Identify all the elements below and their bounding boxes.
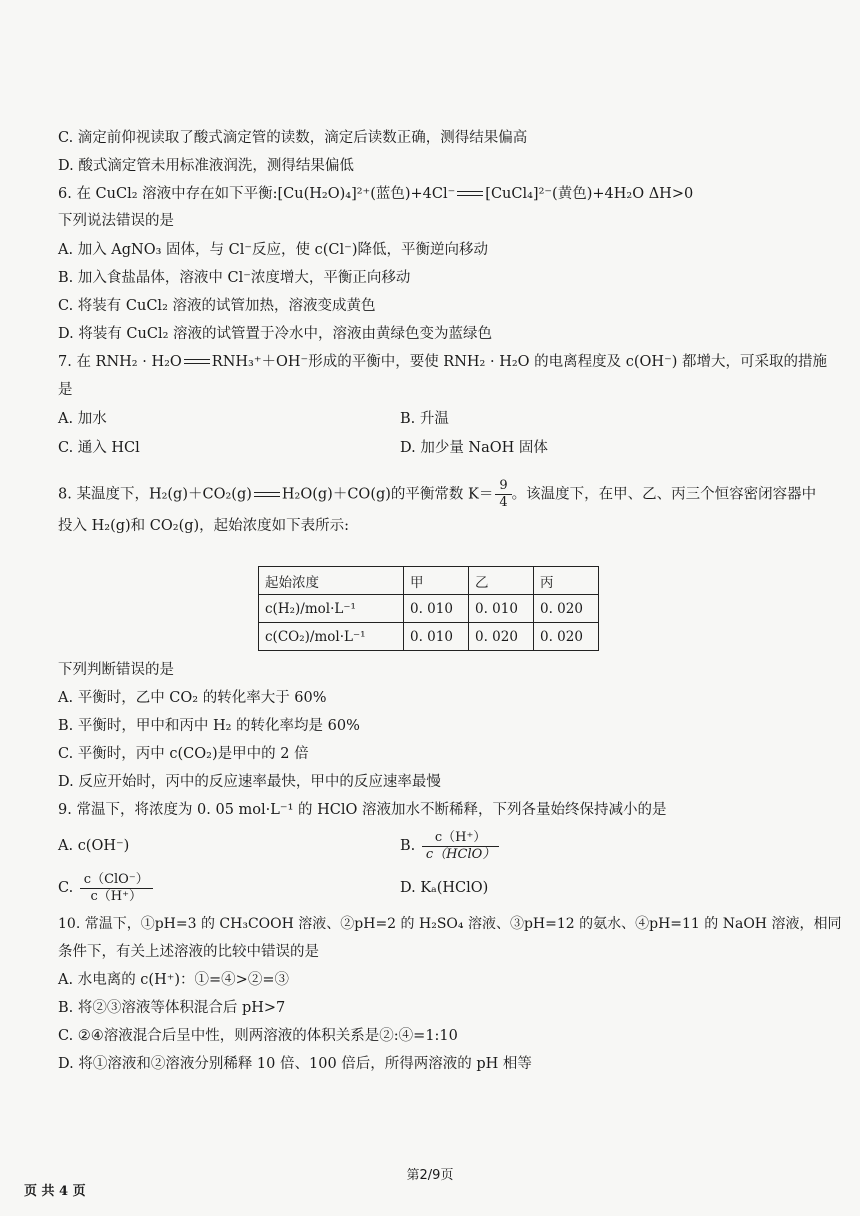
q7-option-a: A. 加水 [58,411,107,427]
q7-option-c: C. 通入 HCl [58,440,140,456]
q6-option-a: A. 加入 AgNO₃ 固体，与 Cl⁻反应，使 c(Cl⁻)降低，平衡逆向移动 [58,242,488,258]
equilibrium-arrow-icon [457,189,483,199]
table-cell: 0. 020 [469,623,534,651]
q10-stem-line2: 条件下，有关上述溶液的比较中错误的是 [58,944,319,960]
q10-stem: 10. 常温下，①pH=3 的 CH₃COOH 溶液、②pH=2 的 H₂SO₄ 溶液、③pH=12 的氨水、④pH=11 的 NaOH 溶液，相同 [58,916,842,932]
equilibrium-arrow-icon [254,490,280,500]
k-denominator: 4 [499,495,508,510]
q10-option-a: A. 水电离的 c(H⁺)：①=④>②=③ [58,972,289,988]
q6-question: 下列说法错误的是 [58,213,174,229]
table-header-cell: 甲 [404,567,469,595]
k-numerator: 9 [495,478,511,495]
table-row [259,595,599,623]
q9-option-c-label: C. [58,880,74,896]
q5-option-c: C. 滴定前仰视读取了酸式滴定管的读数，滴定后读数正确，测得结果偏高 [58,130,528,146]
q8-option-d: D. 反应开始时，丙中的反应速率最快，甲中的反应速率最慢 [58,774,441,790]
fraction-denominator: c（HClO） [425,846,496,862]
q9-option-b [400,826,499,866]
q8-stem-cont: 。该温度下，在甲、乙、丙三个恒容密闭容器中 [511,486,817,503]
q9-stem: 9. 常温下，将浓度为 0. 05 mol·L⁻¹ 的 HClO 溶液加水不断稀释，下列各量始终保持减小的是 [58,802,667,818]
q6-eq-left: 6. 在 CuCl₂ 溶液中存在如下平衡:[Cu(H₂O)₄]²⁺(蓝色)+4Cl⁻ [58,186,456,202]
table-cell: 0. 010 [469,595,534,623]
q7-stem-end: 是 [58,382,73,398]
q8-option-a: A. 平衡时，乙中 CO₂ 的转化率大于 60% [58,690,327,706]
q8-stem-line [58,478,816,511]
table-cell: 0. 020 [534,623,599,651]
q8-eq-right: H₂O(g)＋CO(g)的平衡常数 K＝ [281,486,494,503]
q6-option-d: D. 将装有 CuCl₂ 溶液的试管置于冷水中，溶液由黄绿色变为蓝绿色 [58,326,493,342]
page-corner-note: 页 共 4 页 [24,1184,86,1199]
q10-option-d: D. 将①溶液和②溶液分别稀释 10 倍、100 倍后，所得两溶液的 pH 相等 [58,1056,532,1072]
q8-option-b: B. 平衡时，甲中和丙中 H₂ 的转化率均是 60% [58,718,360,734]
q9-option-d: D. Kₐ(HClO) [400,880,489,896]
q8-option-c: C. 平衡时，丙中 c(CO₂)是甲中的 2 倍 [58,746,309,762]
table-header-row [259,567,599,595]
q7-option-d: D. 加少量 NaOH 固体 [400,440,548,456]
table-header-cell: 起始浓度 [259,567,404,595]
q8-stem-line2: 投入 H₂(g)和 CO₂(g)，起始浓度如下表所示: [58,518,350,534]
q9-option-b-fraction [422,830,499,863]
q10-option-b: B. 将②③溶液等体积混合后 pH>7 [58,1000,286,1016]
table-cell: 0. 010 [404,623,469,651]
table-header-cell: 乙 [469,567,534,595]
q6-option-c: C. 将装有 CuCl₂ 溶液的试管加热，溶液变成黄色 [58,298,376,314]
initial-concentration-table [258,566,599,651]
q5-option-d: D. 酸式滴定管未用标准液润洗，测得结果偏低 [58,158,354,174]
fraction-numerator: c（H⁺） [422,830,499,847]
k-fraction [495,478,511,511]
table-header-cell: 丙 [534,567,599,595]
q8-question: 下列判断错误的是 [58,662,174,678]
equilibrium-arrow-icon [184,357,210,367]
q6-eq-right: [CuCl₄]²⁻(黄色)+4H₂O ΔH>0 [485,186,694,202]
q9-option-c [58,868,153,908]
q8-eq-left: 8. 某温度下，H₂(g)＋CO₂(g) [58,486,252,503]
table-row [259,623,599,651]
fraction-denominator: c（H⁺） [90,888,142,904]
q6-option-b: B. 加入食盐晶体，溶液中 Cl⁻浓度增大，平衡正向移动 [58,270,411,286]
q6-stem-line [58,184,693,204]
table-cell: 0. 010 [404,595,469,623]
q7-option-b: B. 升温 [400,411,449,427]
q7-eq-right: RNH₃⁺＋OH⁻形成的平衡中，要使 RNH₂ · H₂O 的电离程度及 c(OH⁻) 都增大，可采取的措施 [211,354,827,370]
q10-option-c: C. ②④溶液混合后呈中性，则两溶液的体积关系是②:④=1:10 [58,1028,458,1044]
q7-eq-left: 7. 在 RNH₂ · H₂O [58,354,182,370]
q7-stem-line [58,352,827,372]
table-cell: c(H₂)/mol·L⁻¹ [259,595,404,623]
table-cell: 0. 020 [534,595,599,623]
table-cell: c(CO₂)/mol·L⁻¹ [259,623,404,651]
page-number: 第2/9页 [406,1168,454,1183]
q9-option-a: A. c(OH⁻) [58,838,130,854]
q9-option-b-label: B. [400,838,416,854]
q9-option-c-fraction [80,872,153,905]
fraction-numerator: c（ClO⁻） [80,872,153,889]
